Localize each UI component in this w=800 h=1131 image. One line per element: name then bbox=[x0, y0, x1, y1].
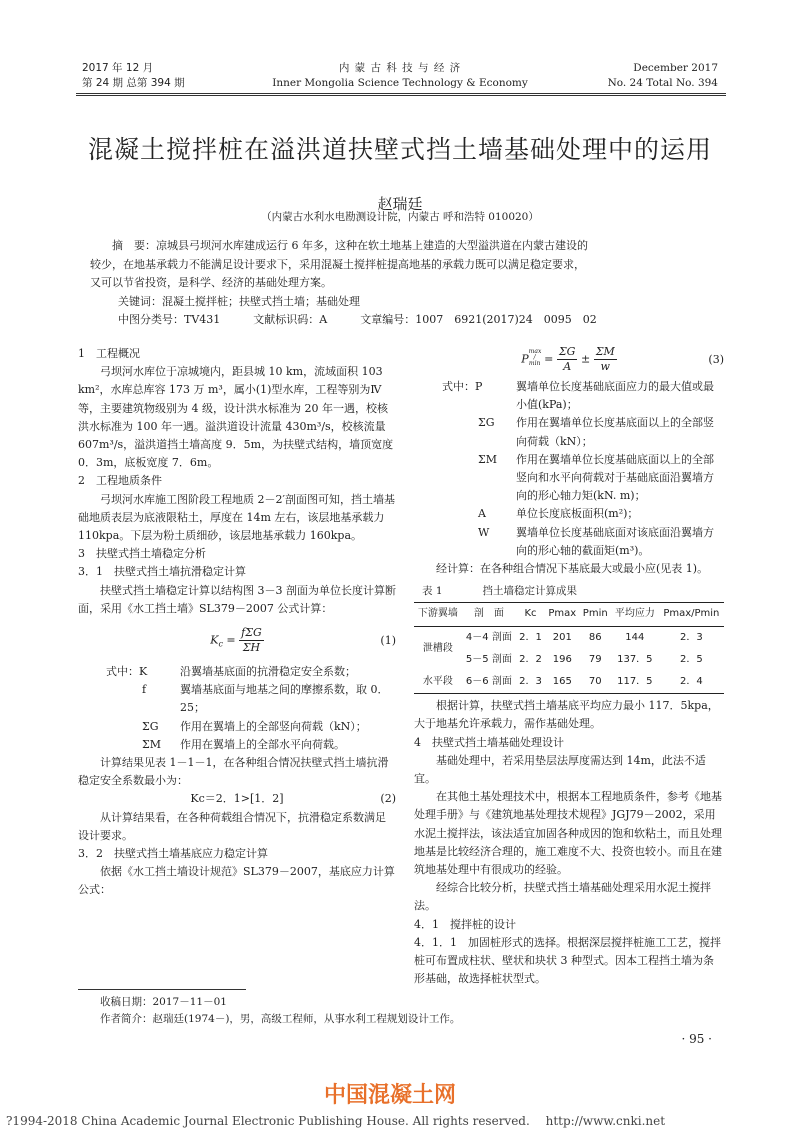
table-cell: 4－4 剖面 bbox=[465, 631, 512, 643]
abstract-line-2: 较少，在地基承载力不能满足设计要求下，采用混凝土搅拌桩提高地基的承载力既可以满足稳定要求， bbox=[90, 257, 585, 271]
section-3-2-heading: 3．2 扶壁式挡土墙基底应力稳定计算 bbox=[78, 847, 268, 861]
formula-3-eq: = bbox=[544, 352, 554, 366]
author-intro: 作者简介：赵瑞廷(1974－)，男，高级工程师，从事水利工程规划设计工作。 bbox=[100, 1013, 461, 1025]
header-rule-2 bbox=[76, 95, 726, 96]
definition-sigma-m-3: ΣM 作用在翼墙单位长度基础底面以上的全部竖向和水平向荷载对于基础底面沿翼墙方向的形心轴力矩(kN. m)； bbox=[478, 452, 714, 503]
table-cell: 水平段 bbox=[414, 671, 462, 694]
definition-w: W 翼墙单位长度基础底面对该底面沿翼墙方向的形心轴的截面矩(m³)。 bbox=[478, 525, 714, 557]
formula-1-sub: c bbox=[218, 639, 223, 649]
definition-sigma-g-3: ΣG 作用在翼墙单位长度基底面以上的全部竖向荷载（kN）； bbox=[478, 416, 714, 448]
table-caption-text: 挡土墙稳定计算成果 bbox=[482, 585, 578, 598]
formula-1 bbox=[78, 626, 396, 655]
definition-a: A 单位长度底板面积(m²)； bbox=[478, 507, 639, 521]
header-rule bbox=[76, 93, 726, 94]
table-cell: 144 bbox=[625, 631, 645, 643]
footnote-rule bbox=[78, 989, 246, 990]
section-4-1-heading: 4．1 搅拌桩的设计 bbox=[414, 917, 516, 931]
calc-3-text: 经计算：在各种组合情况下基底最大或最小应(见表 1)。 bbox=[436, 562, 709, 576]
table-header: 剖 面 bbox=[462, 603, 516, 626]
table-cell: 6－6 剖面 bbox=[462, 671, 516, 694]
formula-1-denominator: ΣH bbox=[242, 641, 261, 655]
formula-3-fraction-1: $\frac{\Sigma G}{A}$ bbox=[558, 345, 576, 373]
definition-sigma-m: ΣM 作用在翼墙上的全部水平向荷载。 bbox=[142, 737, 345, 751]
section-4-para-2: 在其他土基处理技术中，根据本工程地质条件，参考《地基处理手册》与《建筑地基处理技术规程》JGJ79－2002，采用水泥土搅拌法，该法适宜加固各种成因的饱和软粘土，而且处理地基是比较经济合理的，施工难度不大、投资也较小。而且在建筑地基处理中有很成功的经验。 bbox=[414, 790, 722, 877]
left-column bbox=[78, 345, 396, 900]
table-header: Pmax bbox=[545, 603, 580, 626]
section-4-para-3: 经综合比较分析，扶壁式挡土墙基础处理采用水泥土搅拌法。 bbox=[414, 881, 711, 913]
formula-1-fraction bbox=[239, 626, 264, 655]
formula-2-number: (2) bbox=[380, 792, 396, 806]
table-row bbox=[414, 671, 724, 694]
section-3-1-text: 扶壁式挡土墙稳定计算以结构图 3－3 剖面为单位长度计算断面，采用《水工挡土墙》SL379－2007 公式计算： bbox=[78, 583, 396, 615]
table-header: 下游翼墙 bbox=[414, 603, 462, 626]
table-cell: 79 bbox=[588, 653, 602, 665]
formula-1-numerator: fΣG bbox=[241, 626, 262, 640]
section-4-heading: 4 扶壁式挡土墙基础处理设计 bbox=[414, 735, 564, 749]
table-caption-number: 表 1 bbox=[422, 585, 443, 598]
abstract-line-3: 又可以节省投资，是科学、经济的基础处理方案。 bbox=[90, 276, 332, 289]
formula-3-p: P bbox=[521, 352, 529, 366]
section-2-text: 弓坝河水库施工图阶段工程地质 2－2′剖面图可知，挡土墙基础地质表层为底液限粘土，厚度在 14m 左右，该层地基承载力 110kpa。下层为粉土质细砂，该层地基承载力 160kpa。 bbox=[78, 492, 395, 543]
table-caption bbox=[422, 582, 724, 600]
table-cell: 2．1 bbox=[519, 631, 542, 643]
classification: 中图分类号：TV431 文献标识码：A 文章编号：1007 6921(2017)24 0095 02 bbox=[118, 313, 597, 326]
formula-3-plusminus: ± bbox=[580, 352, 591, 366]
definition-f: f 翼墙基底面与地基之间的摩擦系数，取 0．25； bbox=[142, 683, 389, 715]
formula-1-number: (1) bbox=[380, 634, 396, 648]
table-header: Pmin bbox=[580, 603, 611, 626]
abstract-line-1: 摘 要：凉城县弓坝河水库建成运行 6 年多，这种在软土地基上建造的大型溢洪道在内蒙古建设的 bbox=[112, 239, 588, 252]
table-cell: 196 bbox=[552, 653, 572, 665]
after-formula-2: 从计算结果看，在各种荷载组合情况下，抗滑稳定系数满足设计要求。 bbox=[78, 810, 386, 842]
header-date: 2017 年 12 月 bbox=[82, 62, 154, 74]
article-title: 混凝土搅拌桩在溢洪道扶壁式挡土墙基础处理中的运用 bbox=[87, 135, 712, 164]
table-cell: 2．3 bbox=[516, 671, 545, 694]
formula-3 bbox=[414, 345, 724, 374]
table-cell: 86 bbox=[588, 631, 602, 643]
header-date-en: December 2017 bbox=[633, 62, 718, 74]
table-header: 平均应力 bbox=[611, 603, 659, 626]
table-cell: 2．2 bbox=[519, 653, 542, 665]
header-issue-en: No. 24 Total No. 394 bbox=[607, 77, 718, 89]
formula-3-number: (3) bbox=[708, 353, 724, 366]
article-author: 赵瑞廷 bbox=[377, 195, 423, 213]
received-date: 收稿日期：2017－11－01 bbox=[100, 996, 227, 1008]
section-3-heading: 3 扶壁式挡土墙稳定分析 bbox=[78, 547, 206, 561]
table-cell: 2．3 bbox=[679, 631, 703, 643]
section-2-heading: 2 工程地质条件 bbox=[78, 474, 162, 488]
table-cell: 泄槽段 bbox=[422, 642, 453, 654]
right-column bbox=[414, 345, 724, 989]
definition-p: 式中：P 翼墙单位长度基础底面应力的最大值或最小值(kPa)； bbox=[442, 380, 714, 412]
header-journal-cn: 内 蒙 古 科 技 与 经 济 bbox=[338, 62, 462, 74]
header-issue: 第 24 期 总第 394 期 bbox=[82, 77, 185, 89]
table-cell: 201 bbox=[552, 631, 572, 643]
table-cell: 137．5 bbox=[617, 653, 653, 665]
page-number: · 95 · bbox=[681, 1032, 712, 1046]
definition-kc: 式中：K 沿翼墙基底面的抗滑稳定安全系数； bbox=[106, 665, 356, 679]
section-4-para-1: 基础处理中，若采用垫层法厚度需达到 14m，此法不适宜。 bbox=[414, 753, 706, 786]
table-cell: 2．5 bbox=[679, 653, 703, 665]
table-cell: 70 bbox=[580, 671, 611, 694]
table-row bbox=[414, 626, 724, 649]
footnote bbox=[100, 994, 700, 1028]
site-watermark: 中国混凝土网 bbox=[324, 1083, 457, 1108]
calc-text: 计算结果见表 1－1－1，在各种组合情况扶壁式挡土墙抗滑稳定安全系数最小为： bbox=[78, 756, 389, 788]
formula-2-body: Kc＝2．1>[1．2] bbox=[190, 792, 284, 806]
definition-sigma-g: ΣG 作用在翼墙上的全部竖向荷载（kN）； bbox=[142, 719, 367, 733]
copyright-footer: ?1994-2018 China Academic Journal Electronic Publishing House. All rights reserved. http://www.cnki.net bbox=[6, 1114, 666, 1128]
formula-1-lhs: K bbox=[210, 633, 219, 647]
section-4-1-1-text: 4．1．1 加固桩形式的选择。根据深层搅拌桩施工工艺，搅拌桩可布置成柱状、壁状和块状 3 种型式。因本工程挡土墙为条形基础，故选择桩状型式。 bbox=[414, 935, 721, 986]
table-header: Pmax/Pmin bbox=[659, 603, 724, 626]
table-cell: 117．5 bbox=[611, 671, 659, 694]
section-3-2-text: 依据《水工挡土墙设计规范》SL379－2007，基底应力计算公式： bbox=[78, 865, 395, 897]
article-affiliation: （内蒙古水利水电勘测设计院，内蒙古 呼和浩特 010020） bbox=[261, 211, 539, 223]
table-cell: 2．4 bbox=[659, 671, 724, 694]
table-header: Kc bbox=[516, 603, 545, 626]
section-1-heading: 1 工程概况 bbox=[78, 347, 140, 360]
section-1-text: 弓坝河水库位于凉城境内，距县城 10 km，流域面积 103 km²，水库总库容 173 万 m³，属小(1)型水库，工程等别为Ⅳ等，主要建筑物级别为 4 级，设计洪水标准为 20 年一遇，校核洪水标准为 100 年一遇。溢洪道设计流量 430m³/s，校核流量 607m³/s，溢洪道挡土墙高度 9．5m，为扶壁式结构，墙顶宽度 0．3m，底板宽度 7．6m。 bbox=[78, 365, 394, 470]
header-journal-en: Inner Mongolia Science Technology & Economy bbox=[272, 77, 528, 89]
table-header-row bbox=[414, 603, 724, 626]
after-table-text: 根据计算，扶壁式挡土墙基底平均应力最小 117．5kpa，大于地基允许承载力，需作基础处理。 bbox=[414, 699, 719, 731]
table-cell: 165 bbox=[545, 671, 580, 694]
section-3-1-heading: 3．1 扶壁式挡土墙抗滑稳定计算 bbox=[78, 565, 246, 579]
keywords: 关键词：混凝土搅拌桩；扶壁式挡土墙；基础处理 bbox=[118, 294, 360, 308]
table-cell: 5－5 剖面 bbox=[465, 653, 512, 665]
results-table bbox=[414, 602, 724, 694]
formula-3-fraction-2: $\frac{\Sigma M}{w}$ bbox=[595, 345, 615, 373]
formula-3-sub: max / min bbox=[528, 347, 542, 367]
formula-1-eq: = bbox=[226, 633, 236, 647]
formula-2 bbox=[78, 790, 396, 808]
abstract-block bbox=[90, 237, 720, 330]
